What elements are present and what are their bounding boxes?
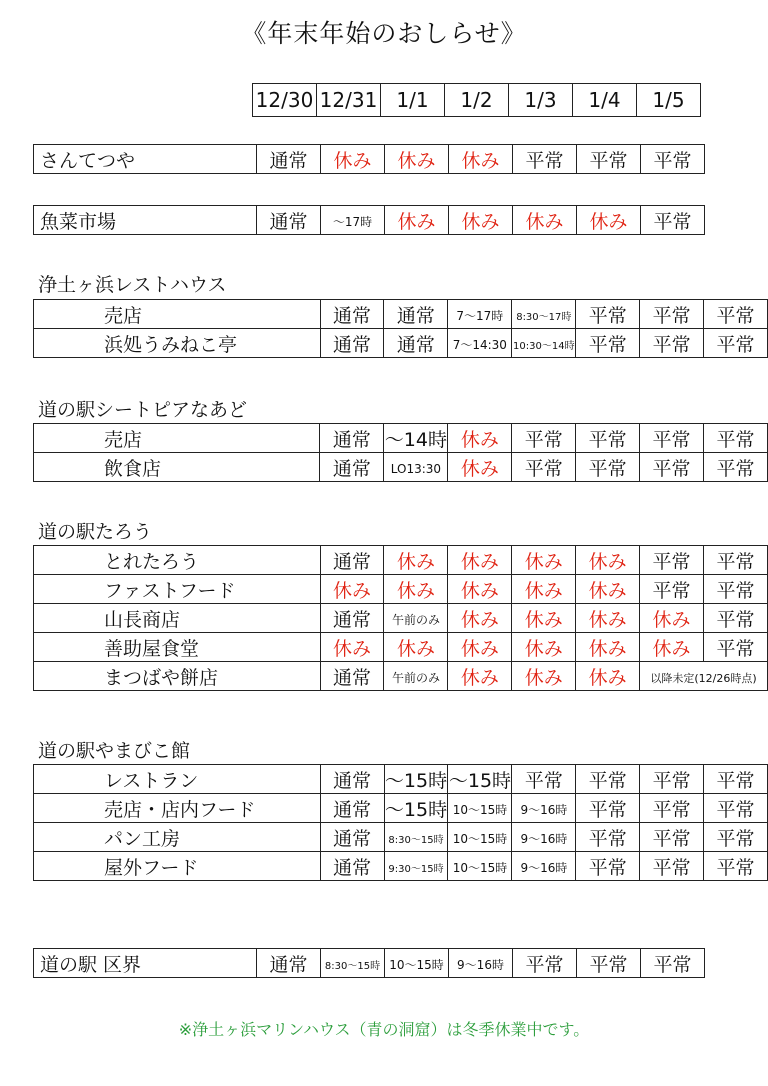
status-cell <box>640 662 768 691</box>
table-row <box>34 453 768 482</box>
status-cell-closed <box>448 546 512 575</box>
status-cell <box>512 823 576 852</box>
venue-name: まつばや餅店 <box>34 662 321 691</box>
status-cell-closed <box>576 633 640 662</box>
status-text: 平常 <box>652 769 691 792</box>
status-text: 休み <box>460 666 499 689</box>
status-cell <box>257 145 321 174</box>
page-title: 《年末年始のおしらせ》 <box>241 19 527 48</box>
date-header-cell: 1/3 <box>509 84 573 117</box>
venue-name: ファストフード <box>34 575 321 604</box>
date-header-cell: 1/2 <box>445 84 509 117</box>
status-cell <box>576 823 640 852</box>
table-row <box>34 794 768 823</box>
table-row <box>34 329 768 358</box>
status-cell-closed <box>384 633 448 662</box>
table-kuzakai <box>33 948 705 978</box>
section-title-taro: 道の駅たろう <box>38 521 153 543</box>
status-text: 休み <box>396 637 435 660</box>
status-text: 休み <box>588 608 627 631</box>
status-text: LO13:30 <box>390 461 442 476</box>
status-cell <box>704 424 768 453</box>
status-text: 平常 <box>716 333 755 356</box>
status-text: 平常 <box>525 953 564 976</box>
status-cell-closed <box>385 145 449 174</box>
status-cell <box>320 662 384 691</box>
status-cell <box>576 453 640 482</box>
status-text: 休み <box>396 550 435 573</box>
status-text: 平常 <box>716 856 755 879</box>
table-row <box>34 662 768 691</box>
venue-name: 善助屋食堂 <box>34 633 321 662</box>
status-text: 休み <box>652 608 691 631</box>
status-text: 9～16時 <box>520 831 568 846</box>
status-text: ～15時 <box>384 769 448 792</box>
status-text: 平常 <box>652 579 691 602</box>
status-cell <box>640 575 704 604</box>
status-text: 10～15時 <box>389 957 444 972</box>
status-text: 平常 <box>716 304 755 327</box>
status-text: 平常 <box>524 769 563 792</box>
status-text: 8:30～15時 <box>324 960 381 972</box>
status-cell <box>576 852 640 881</box>
status-cell <box>576 765 640 794</box>
status-cell <box>704 329 768 358</box>
status-text: 平常 <box>716 827 755 850</box>
table-seatopia <box>33 423 768 482</box>
status-text: 平常 <box>652 798 691 821</box>
section-title-yamabiko: 道の駅やまびこ館 <box>38 740 191 762</box>
status-text: 休み <box>333 637 372 660</box>
status-cell-closed <box>385 206 449 235</box>
status-text: 9～16時 <box>520 860 568 875</box>
status-cell <box>384 300 448 329</box>
status-text: 休み <box>333 149 372 172</box>
venue-name: とれたろう <box>34 546 321 575</box>
venue-name: 屋外フード <box>34 852 321 881</box>
status-cell-closed <box>640 633 704 662</box>
status-cell-closed <box>448 453 512 482</box>
venue-name: 売店 <box>34 300 321 329</box>
status-cell <box>576 424 640 453</box>
venue-name: 浜処うみねこ亭 <box>34 329 321 358</box>
status-cell <box>704 453 768 482</box>
status-cell-closed <box>512 633 576 662</box>
status-cell <box>641 206 705 235</box>
status-cell <box>704 852 768 881</box>
status-text: 以降未定(12/26時点) <box>650 671 757 685</box>
status-text: 10～15時 <box>452 802 508 817</box>
status-cell <box>703 604 767 633</box>
status-text: 通常 <box>333 827 372 850</box>
status-cell <box>512 794 576 823</box>
date-header-cell: 12/31 <box>317 84 381 117</box>
status-cell <box>320 852 384 881</box>
status-text: 平常 <box>653 210 692 233</box>
status-text: 10～15時 <box>452 831 508 846</box>
status-text: 平常 <box>589 149 628 172</box>
status-cell <box>513 949 577 978</box>
status-cell <box>448 794 512 823</box>
status-cell-closed <box>512 662 576 691</box>
status-cell <box>320 453 384 482</box>
status-cell <box>513 145 577 174</box>
status-text: 平常 <box>716 769 755 792</box>
status-text: 通常 <box>396 333 435 356</box>
table-row <box>34 424 768 453</box>
status-text: 通常 <box>333 798 372 821</box>
table-gyosai <box>33 205 705 235</box>
status-text: 午前のみ <box>391 612 440 627</box>
date-header-cell: 1/5 <box>637 84 701 117</box>
status-text: 休み <box>525 210 564 233</box>
status-text: 平常 <box>524 457 563 480</box>
status-cell <box>576 300 640 329</box>
status-cell <box>512 765 576 794</box>
status-cell-closed <box>448 604 512 633</box>
table-row <box>34 145 705 174</box>
status-text: 休み <box>460 457 499 480</box>
status-text: 通常 <box>396 304 435 327</box>
venue-name: 売店 <box>34 424 320 453</box>
status-cell-closed <box>640 604 704 633</box>
status-text: 通常 <box>269 149 308 172</box>
status-text: 平常 <box>716 579 755 602</box>
status-cell <box>320 765 384 794</box>
status-text: ～15時 <box>384 798 448 821</box>
status-cell-closed <box>512 546 576 575</box>
status-cell <box>703 633 767 662</box>
date-header-cell: 12/30 <box>253 84 317 117</box>
status-cell <box>704 765 768 794</box>
status-cell <box>640 424 704 453</box>
status-text: 平常 <box>652 428 691 451</box>
status-cell-closed <box>512 575 576 604</box>
status-text: 休み <box>460 637 499 660</box>
status-cell-closed <box>384 575 448 604</box>
status-cell <box>384 453 448 482</box>
status-cell-closed <box>448 662 512 691</box>
status-text: 休み <box>589 210 628 233</box>
status-text: 通常 <box>333 550 372 573</box>
status-cell <box>320 794 384 823</box>
table-row <box>34 765 768 794</box>
status-text: 平常 <box>716 608 755 631</box>
status-text: 7～14:30 <box>452 337 507 352</box>
status-text: 通常 <box>332 457 371 480</box>
status-cell <box>320 300 384 329</box>
status-text: 平常 <box>716 550 755 573</box>
status-text: 平常 <box>716 428 755 451</box>
status-cell-closed <box>448 633 512 662</box>
status-text: 7～17時 <box>456 308 504 323</box>
status-text: 平常 <box>653 953 692 976</box>
status-text: 平常 <box>588 798 627 821</box>
status-text: 休み <box>588 637 627 660</box>
status-text: 平常 <box>588 304 627 327</box>
table-row <box>34 206 705 235</box>
status-text: 平常 <box>653 149 692 172</box>
status-text: 通常 <box>333 333 372 356</box>
status-cell <box>384 604 448 633</box>
status-text: 平常 <box>525 149 564 172</box>
status-text: 9～16時 <box>457 957 504 972</box>
status-cell <box>448 300 512 329</box>
table-row <box>34 823 768 852</box>
status-text: 平常 <box>588 856 627 879</box>
status-cell-closed <box>320 575 384 604</box>
table-row <box>34 852 768 881</box>
status-cell <box>448 329 512 358</box>
status-text: 通常 <box>269 953 308 976</box>
date-header-cell: 1/4 <box>573 84 637 117</box>
status-cell <box>384 424 448 453</box>
status-text: 通常 <box>333 856 372 879</box>
status-cell-closed <box>384 546 448 575</box>
status-text: 平常 <box>588 428 627 451</box>
status-cell-closed <box>576 546 640 575</box>
venue-name: 飲食店 <box>34 453 320 482</box>
status-cell <box>448 823 512 852</box>
status-cell-closed <box>449 206 513 235</box>
status-text: 休み <box>524 550 563 573</box>
table-santetsuya <box>33 144 705 174</box>
status-cell <box>512 300 576 329</box>
status-text: 平常 <box>652 827 691 850</box>
status-cell <box>577 145 641 174</box>
status-cell <box>640 852 704 881</box>
status-text: 休み <box>461 149 500 172</box>
status-cell <box>640 823 704 852</box>
status-cell-closed <box>320 633 384 662</box>
table-row <box>34 949 705 978</box>
status-text: 平常 <box>652 856 691 879</box>
status-text: 休み <box>524 666 563 689</box>
status-text: 9～16時 <box>520 802 568 817</box>
status-text: 平常 <box>716 798 755 821</box>
status-text: 午前のみ <box>391 670 440 685</box>
venue-name: 道の駅 区界 <box>34 949 257 978</box>
status-text: 平常 <box>652 333 691 356</box>
status-text: 休み <box>396 579 435 602</box>
status-cell <box>449 949 513 978</box>
status-text: 休み <box>460 579 499 602</box>
section-title-jodo: 浄土ヶ浜レストハウス <box>38 274 227 296</box>
status-cell <box>703 546 767 575</box>
status-cell <box>703 575 767 604</box>
table-row <box>34 604 768 633</box>
status-text: ～15時 <box>448 769 512 792</box>
status-cell <box>704 794 768 823</box>
footer-note: ※浄土ヶ浜マリンハウス（青の洞窟）は冬季休業中です。 <box>178 1020 590 1039</box>
status-text: ～17時 <box>332 214 373 229</box>
table-taro <box>33 545 768 691</box>
status-text: 平常 <box>524 428 563 451</box>
status-cell <box>384 662 448 691</box>
status-cell <box>448 852 512 881</box>
status-cell <box>321 949 385 978</box>
status-text: 休み <box>524 579 563 602</box>
status-cell-closed <box>449 145 513 174</box>
status-text: 休み <box>460 428 499 451</box>
status-cell-closed <box>576 604 640 633</box>
status-text: 平常 <box>588 769 627 792</box>
table-yamabiko <box>33 764 768 881</box>
status-cell <box>640 546 704 575</box>
status-cell <box>320 424 384 453</box>
status-text: 休み <box>397 210 436 233</box>
status-cell <box>384 823 448 852</box>
status-text: 休み <box>333 579 372 602</box>
status-text: 平常 <box>652 457 691 480</box>
status-cell <box>576 329 640 358</box>
status-cell-closed <box>321 145 385 174</box>
section-title-seatopia: 道の駅シートピアなあど <box>38 399 248 421</box>
table-jodo <box>33 299 768 358</box>
status-cell <box>641 949 705 978</box>
table-row <box>34 633 768 662</box>
status-cell <box>257 206 321 235</box>
status-cell-closed <box>448 575 512 604</box>
status-cell <box>385 949 449 978</box>
status-text: 休み <box>652 637 691 660</box>
status-text: 休み <box>524 608 563 631</box>
status-cell <box>384 329 448 358</box>
status-text: 平常 <box>652 550 691 573</box>
status-cell <box>512 453 576 482</box>
status-text: 休み <box>460 608 499 631</box>
status-cell <box>576 794 640 823</box>
status-cell-closed <box>576 575 640 604</box>
table-row <box>34 546 768 575</box>
status-text: 8:30～15時 <box>388 834 444 846</box>
status-text: 休み <box>588 550 627 573</box>
status-text: 通常 <box>333 769 372 792</box>
status-text: 休み <box>461 210 500 233</box>
venue-name: 魚菜市場 <box>34 206 257 235</box>
status-text: 平常 <box>588 457 627 480</box>
status-cell-closed <box>513 206 577 235</box>
status-cell <box>384 794 448 823</box>
table-row <box>34 300 768 329</box>
status-cell-closed <box>512 604 576 633</box>
status-text: 10:30～14時 <box>513 340 575 352</box>
venue-name: レストラン <box>34 765 321 794</box>
status-text: 平常 <box>588 827 627 850</box>
status-text: 平常 <box>716 457 755 480</box>
status-text: 休み <box>588 579 627 602</box>
status-cell <box>321 206 385 235</box>
status-cell <box>640 300 704 329</box>
status-cell <box>384 852 448 881</box>
status-cell <box>640 794 704 823</box>
venue-name: さんてつや <box>34 145 257 174</box>
status-cell <box>512 424 576 453</box>
status-text: 8:30～17時 <box>516 311 572 323</box>
status-cell <box>704 300 768 329</box>
status-cell <box>320 329 384 358</box>
status-text: ～14時 <box>384 428 447 451</box>
status-text: 通常 <box>269 210 308 233</box>
status-cell <box>320 604 384 633</box>
status-cell <box>704 823 768 852</box>
status-text: 通常 <box>332 428 371 451</box>
status-cell-closed <box>576 662 640 691</box>
status-text: 休み <box>460 550 499 573</box>
venue-name: 売店・店内フード <box>34 794 321 823</box>
venue-name: パン工房 <box>34 823 321 852</box>
status-cell <box>320 823 384 852</box>
status-cell <box>257 949 321 978</box>
status-cell <box>512 852 576 881</box>
status-cell-closed <box>577 206 641 235</box>
status-text: 休み <box>588 666 627 689</box>
status-text: 通常 <box>333 304 372 327</box>
status-text: 9:30～15時 <box>388 863 444 875</box>
status-cell <box>448 765 512 794</box>
status-cell <box>641 145 705 174</box>
status-text: 通常 <box>333 608 372 631</box>
status-text: 平常 <box>588 333 627 356</box>
status-cell-closed <box>448 424 512 453</box>
table-row <box>34 575 768 604</box>
date-header-cell: 1/1 <box>381 84 445 117</box>
date-header <box>252 83 701 117</box>
status-cell <box>640 453 704 482</box>
status-text: 平常 <box>652 304 691 327</box>
status-cell <box>320 546 384 575</box>
status-cell <box>512 329 576 358</box>
venue-name: 山長商店 <box>34 604 321 633</box>
status-cell <box>384 765 448 794</box>
status-cell <box>640 765 704 794</box>
status-text: 平常 <box>589 953 628 976</box>
status-cell <box>640 329 704 358</box>
status-text: 通常 <box>333 666 372 689</box>
status-text: 10～15時 <box>452 860 508 875</box>
status-text: 休み <box>397 149 436 172</box>
status-text: 平常 <box>716 637 755 660</box>
status-text: 休み <box>524 637 563 660</box>
status-cell <box>577 949 641 978</box>
